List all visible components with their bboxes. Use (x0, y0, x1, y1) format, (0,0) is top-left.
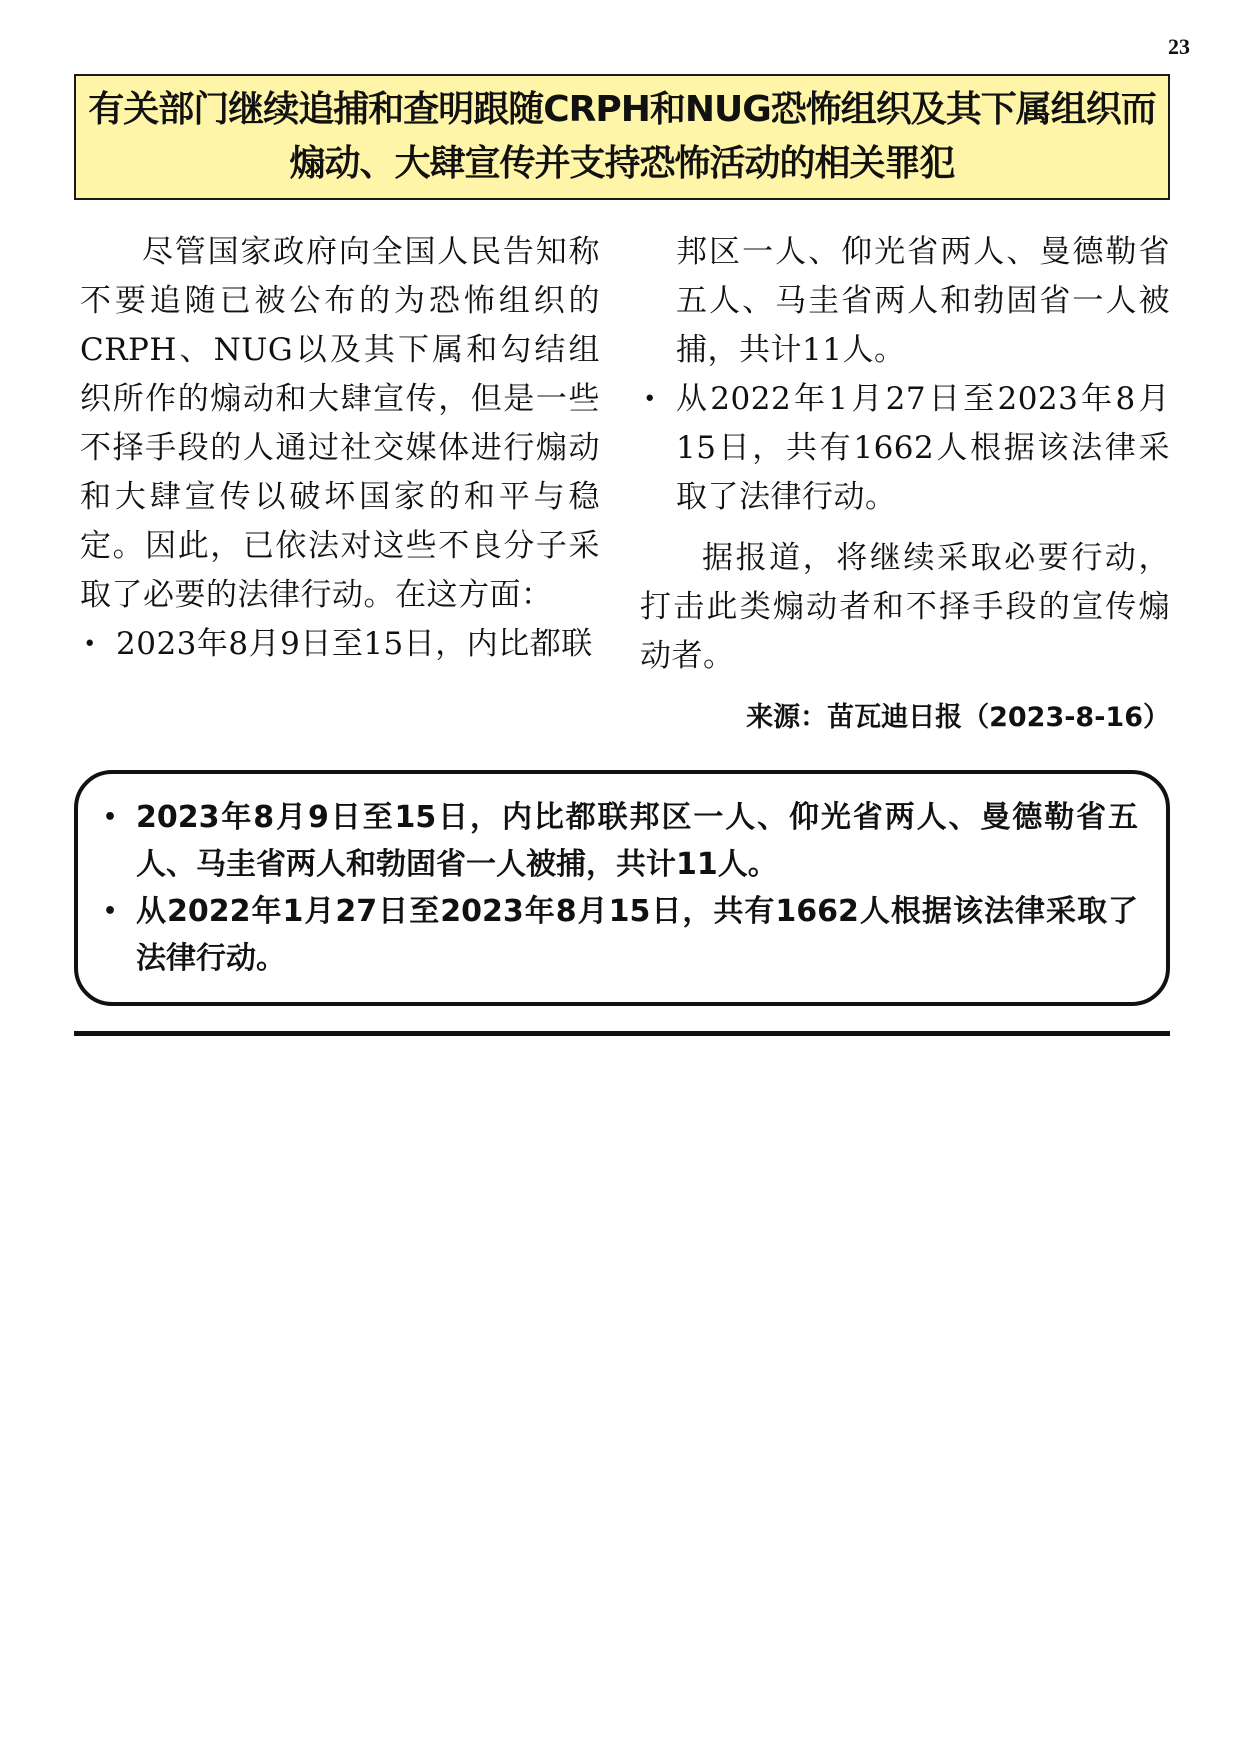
bullet-icon: • (102, 805, 118, 830)
bullet-icon: • (643, 387, 657, 412)
closing-paragraph: 据报道，将继续采取必要行动，打击此类煽动者和不择手段的宣传煽动者。 (640, 540, 1170, 674)
intro-paragraph: 尽管国家政府向全国人民告知称不要追随已被公布的为恐怖组织的CRPH、NUG以及其下属和勾结组织所作的煽动和大肆宣传，但是一些不择手段的人通过社交媒体进行煽动和大肆宣传以破坏国家的和平与稳定。因此，已依法对这些不良分子采取了必要的法律行动。在这方面： (80, 234, 600, 613)
headline-box (74, 74, 1170, 200)
summary-box (74, 770, 1170, 1006)
headline-line-1: 有关部门继续追捕和查明跟随CRPH和NUG恐怖组织及其下属组织而 (88, 89, 1156, 130)
list-item-text-part2: 邦区一人、仰光省两人、曼德勒省五人、马圭省两人和勃固省一人被捕，共计11人。 (676, 234, 1170, 368)
list-item-legal-actions (640, 375, 1170, 522)
list-item-text: 从2022年1月27日至2023年8月15日，共有1662人根据该法律采取了法律行动。 (676, 381, 1170, 515)
bullet-icon: • (102, 899, 118, 924)
bullet-icon: • (83, 632, 97, 657)
article-column-right (640, 228, 1170, 742)
source-credit: 来源：苗瓦迪日报（2023-8-16） (746, 702, 1170, 733)
summary-item (100, 794, 1138, 888)
article-column-left (80, 228, 600, 669)
page-number: 23 (1168, 34, 1190, 59)
headline-line-2: 煽动、大肆宣传并支持恐怖活动的相关罪犯 (289, 143, 955, 184)
summary-item (100, 888, 1138, 982)
list-item-arrests (80, 620, 600, 669)
section-divider (74, 1031, 1170, 1036)
list-item-text-part1: 2023年8月9日至15日，内比都联 (116, 626, 593, 662)
summary-item-text: 2023年8月9日至15日，内比都联邦区一人、仰光省两人、曼德勒省五人、马圭省两人和勃固省一人被捕，共计11人。 (136, 800, 1138, 882)
summary-item-text: 从2022年1月27日至2023年8月15日，共有1662人根据该法律采取了法律行动。 (136, 894, 1138, 976)
